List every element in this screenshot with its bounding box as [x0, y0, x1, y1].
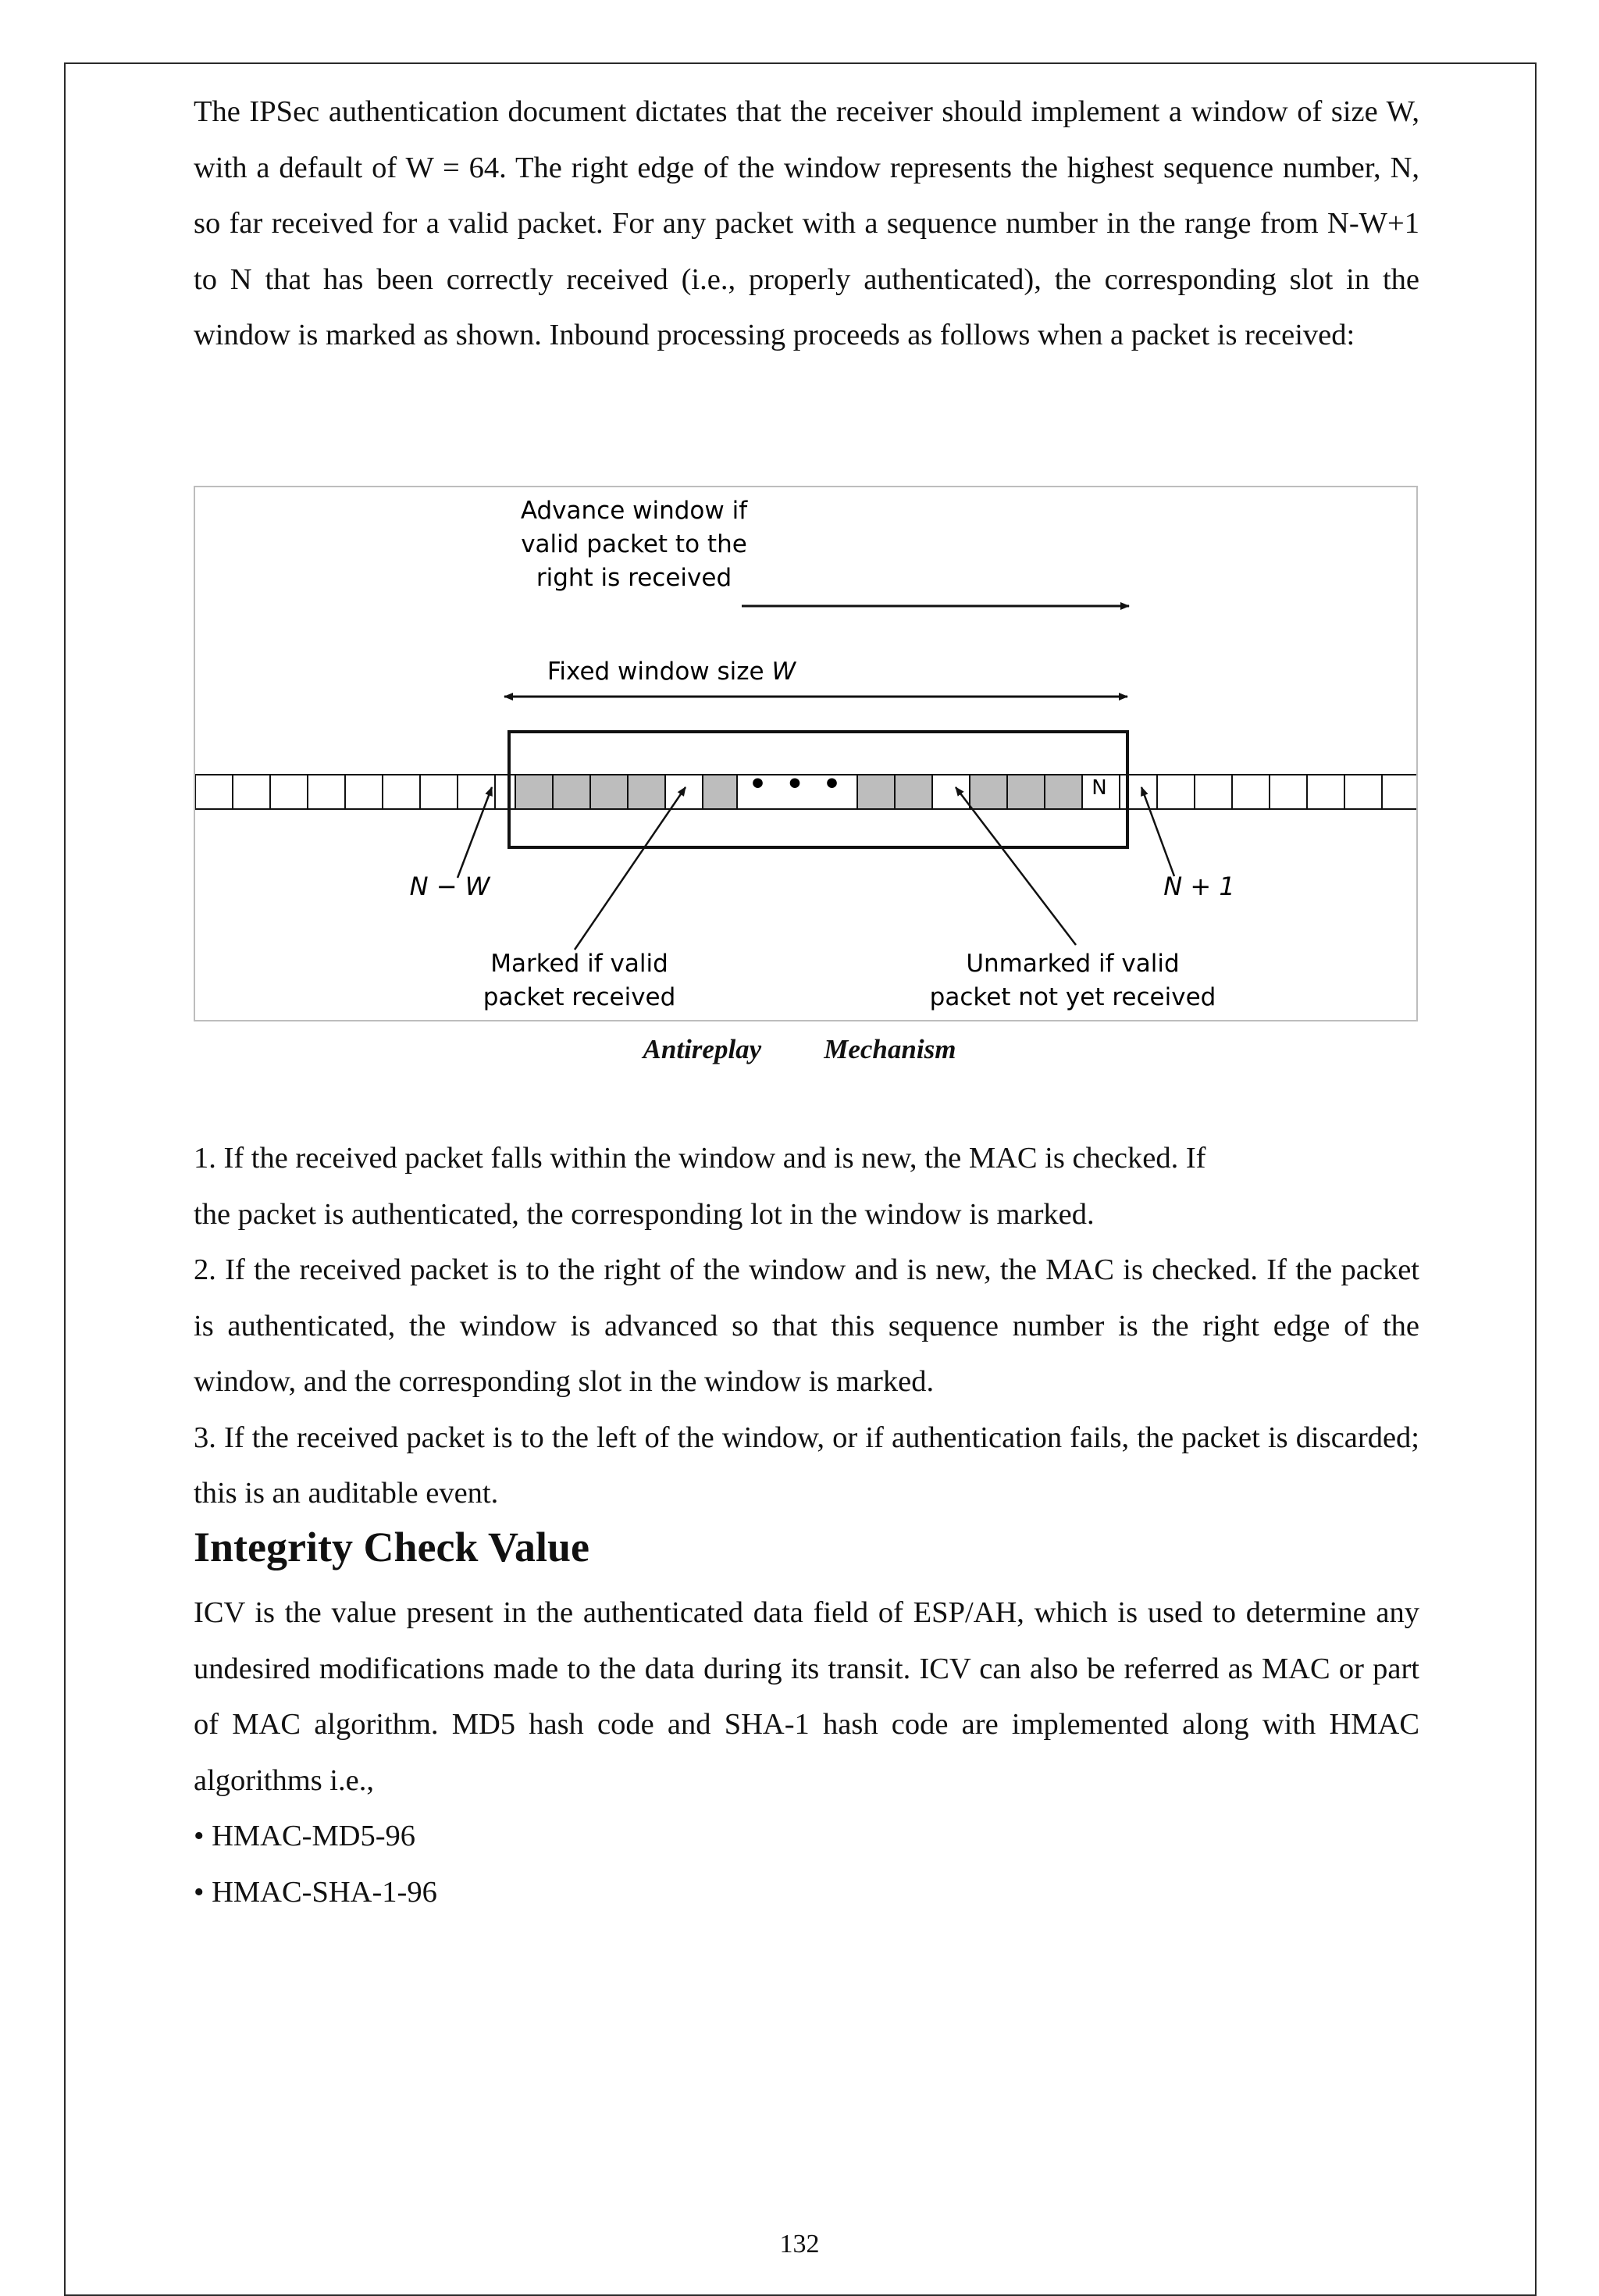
algorithm-item: • HMAC-SHA-1-96 — [194, 1875, 437, 1909]
slot-unmarked — [932, 775, 970, 809]
step-1-line-1: 1. If the received packet falls within the window and is new, the MAC is checked. If — [194, 1142, 1206, 1175]
intro-paragraph-block — [194, 84, 1419, 364]
algorithm-item: • HMAC-MD5-96 — [194, 1820, 416, 1852]
marked-label-line-1: Marked if valid — [490, 950, 668, 978]
figure-caption — [0, 1034, 1599, 1065]
n-minus-w-label: N − W — [409, 872, 490, 901]
marked-slots-right — [857, 775, 1120, 809]
antireplay-figure — [194, 486, 1418, 1021]
antireplay-diagram — [195, 487, 1416, 1020]
slot-n-label: N — [1092, 776, 1107, 800]
n-plus-1-label: N + 1 — [1163, 872, 1235, 901]
fixed-window-label: Fixed window size W — [547, 658, 796, 686]
slot-unmarked — [665, 775, 703, 809]
caption-part-2: Mechanism — [824, 1034, 956, 1064]
advance-label-line-1: Advance window if — [520, 497, 748, 525]
advance-label-line-2: valid packet to the — [521, 530, 747, 558]
unmarked-label-line-2: packet not yet received — [929, 983, 1216, 1011]
unmarked-arrow — [956, 787, 1076, 945]
step-3: 3. If the received packet is to the left of the window, or if authentication fails, the packet is discarded; this is an auditable event. — [194, 1421, 1419, 1510]
ellipsis: • • • — [748, 768, 846, 800]
unmarked-label-line-1: Unmarked if valid — [966, 950, 1180, 978]
section-heading: Integrity Check Value — [194, 1524, 590, 1570]
intro-paragraph: The IPSec authentication document dictates that the receiver should implement a window of size W, with a default of W = 64. The right edge of the window represents the highest sequence number, N, so far received for a valid packet. For any packet with a sequence number in the range from N-W+1 to N that has been correctly received (i.e., properly authenticated), the corresponding slot in the window is marked as shown. Inbound processing proceeds as follows when a packet is received: — [194, 95, 1419, 351]
page-number: 132 — [779, 2230, 820, 2259]
marked-label-line-2: packet received — [483, 983, 676, 1011]
icv-block — [194, 1585, 1419, 1920]
step-2: 2. If the received packet is to the right of the window and is new, the MAC is checked. If the packet is authenticated, the window is advanced so that this sequence number is the right edge of the window, and the corresponding slot in the window is marked. — [194, 1253, 1419, 1398]
icv-paragraph: ICV is the value present in the authenticated data field of ESP/AH, which is used to determine any undesired modifications made to the data during its transit. ICV can also be referred as MAC or part of MAC algorithm. MD5 hash code and SHA-1 hash code are implemented along with HMAC algorithms i.e., — [194, 1596, 1419, 1797]
slot-marked — [703, 775, 737, 809]
caption-part-1: Antireplay — [643, 1034, 762, 1064]
marked-arrow — [575, 787, 686, 950]
step-1-line-2: the packet is authenticated, the corresponding lot in the window is marked. — [194, 1197, 1095, 1231]
n-minus-w-arrow — [458, 787, 492, 878]
steps-block — [194, 1131, 1419, 1522]
advance-label-line-3: right is received — [536, 564, 732, 592]
